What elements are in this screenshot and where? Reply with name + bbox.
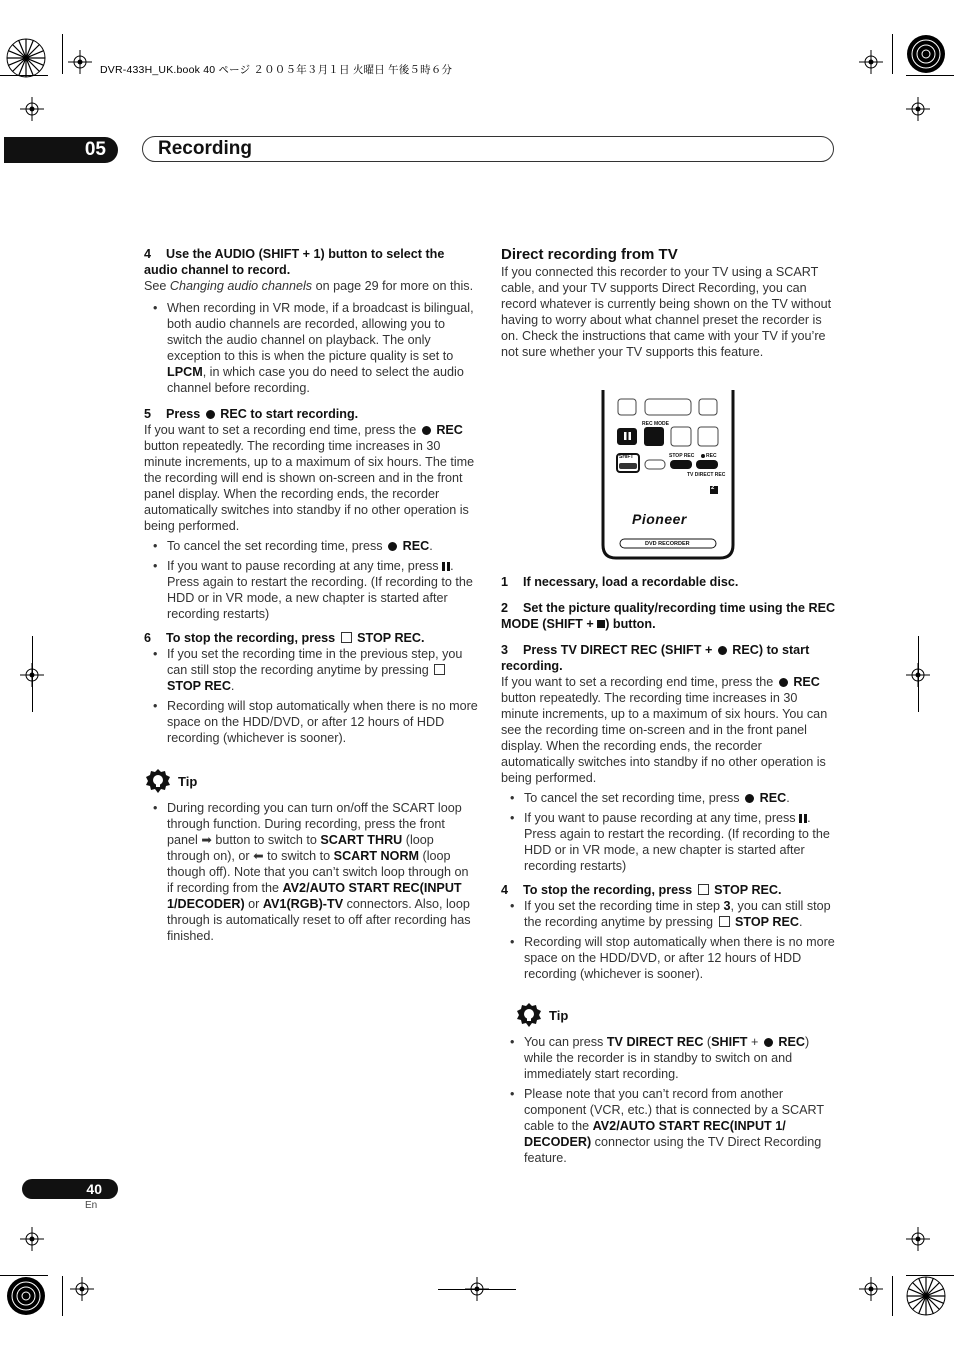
list-item: • Please note that you can’t record from another component (VCR, etc.) that is connected by a SCART cable to the AV2/AUTO START REC(INPUT 1/ DECODER) connector using the TV Direct Recording feature. [501,1086,837,1166]
tip-header [515,1002,837,1030]
registration-starburst-icon [6,1276,46,1316]
file-info: DVR-433H_UK.book 40 ページ ２００５年３月１日 火曜日 午後５時６分 [100,64,453,76]
step-5-body: If you want to set a recording end time, press the REC button repeatedly. The recording time increases in 30 minute increments, up to a maximum of six hours. The time the recording will end is shown on-screen and in the front panel display. When the recording ends, the recorder automatically switches into standby if no other operation is being performed. [144,423,475,533]
record-dot-icon [745,794,754,803]
rec-label: REC [706,453,717,459]
brand-logo: Pioneer [632,511,687,527]
crosshair-mark-icon [20,1227,44,1251]
stop-square-icon [698,884,709,895]
record-dot-icon [206,410,215,419]
list-item: • If you want to pause recording at any time, press . Press again to restart the recording. (If recording to the HDD or in VR mode, a new chapter is started after recording restarts) [501,810,837,874]
record-dot-icon [764,1038,773,1047]
crop-line [62,1276,63,1316]
cross-reference-link[interactable]: Changing audio channels [169,279,313,293]
stop-rec-label: STOP REC [669,453,695,459]
crop-line [438,1289,516,1290]
stop-square-icon [434,664,445,675]
stop-square-icon [341,632,352,643]
language-code: En [85,1200,98,1211]
list-item: • When recording in VR mode, if a broadcast is bilingual, both audio channels are recorded, allowing you to switch the audio channel on playback. The only exception to this is when the picture quality is set to LPCM, in which case you do need to select the audio channel before recording. [144,300,478,396]
right-column [501,246,837,360]
registration-starburst-icon [906,1276,946,1316]
step-3-body: If you want to set a recording end time, press the REC button repeatedly. The recording time increases in 30 minute increments, up to a maximum of six hours. You can see the recording time on-screen and in the front panel display. When the recording ends, the recorder automatically switches into standby if no other operation is being performed. [501,675,828,785]
crosshair-mark-icon [859,1277,883,1301]
crop-line [892,34,893,74]
step-1-heading: 1 If necessary, load a recordable disc. [501,575,739,589]
section-heading: Direct recording from TV [501,246,678,263]
chapter-number: 05 [4,137,118,163]
rec-mode-label: REC MODE [642,421,669,427]
crop-line [892,1276,893,1316]
step-6-heading: 6 To stop the recording, press STOP REC. [144,631,425,645]
model-label: DVD RECORDER [645,541,690,547]
record-dot-icon [422,426,431,435]
record-dot-icon [718,646,727,655]
tip-header [144,768,478,796]
model-badge: 2 [711,485,715,491]
step-3-heading: 3 Press TV DIRECT REC (SHIFT + REC) to start recording. [501,643,810,673]
lightbulb-icon [144,768,172,796]
tip-label: Tip [549,1008,569,1023]
right-column-steps [501,574,837,1166]
lightbulb-icon [515,1002,543,1030]
list-item: • During recording you can turn on/off the SCART loop through function. During recording, press the front panel ➡ button to switch to SCART THRU (loop through on), or ⬅ to switch to SCART NORM (loop though off). Note that you can’t switch loop through on if recording from the AV2/AUTO START REC(INPUT 1/DECODER) or AV1(RGB)-TV connectors. Also, loop through is automatically reset to off after recording has finished. [144,800,478,944]
crosshair-mark-icon [68,50,92,74]
step-4-heading: 4 Use the AUDIO (SHIFT + 1) button to select the audio channel to record. [144,247,445,277]
crop-line [906,75,954,76]
crop-line [62,34,63,74]
record-dot-icon [779,678,788,687]
pause-icon [442,562,450,571]
list-item: • If you want to pause recording at any time, press . Press again to restart the recording. (If recording to the HDD or in VR mode, a new chapter is started after recording restarts) [144,558,478,622]
chapter-title: Recording [158,138,252,159]
page-number: 40 [22,1179,118,1199]
left-column [144,246,478,944]
list-item: • Recording will stop automatically when there is no more space on the HDD/DVD, or after 12 hours of HDD recording (whichever is sooner). [144,698,478,746]
crosshair-mark-icon [906,1227,930,1251]
crosshair-mark-icon [20,97,44,121]
crosshair-mark-icon [906,97,930,121]
shift-label: SHIFT [619,454,634,460]
list-item: • If you set the recording time in step 3, you can still stop the recording anytime by pressing STOP REC. [501,898,837,930]
list-item: • If you set the recording time in the previous step, you can still stop the recording anytime by pressing STOP REC. [144,646,478,694]
record-dot-icon [388,542,397,551]
step-5-heading: 5 Press REC to start recording. [144,407,359,421]
step-2-heading: 2 Set the picture quality/recording time using the REC MODE (SHIFT + ) button. [501,601,836,631]
list-item: • To cancel the set recording time, press REC. [144,538,478,554]
list-item: • To cancel the set recording time, press REC. [501,790,837,806]
right-arrow-icon: ➡ [201,833,212,847]
crop-line [0,75,48,76]
registration-starburst-icon [6,38,46,78]
crop-line [32,636,33,712]
list-item: • You can press TV DIRECT REC (SHIFT + REC) while the recorder is in standby to switch on and immediately start recording. [501,1034,837,1082]
step-4-body: See Changing audio channels on page 29 for more on this. [144,279,474,293]
stop-square-icon [719,916,730,927]
intro-paragraph: If you connected this recorder to your TV using a SCART cable, and your TV supports Direct Recording, you can record whatever is currently being shown on the TV without having to worry about what channel preset the recorder is on. Check the instructions that came with your TV if you’re not sure whether your TV supports this feature. [501,265,832,359]
crosshair-mark-icon [859,50,883,74]
left-arrow-icon: ⬅ [253,849,264,863]
tip-label: Tip [178,774,198,789]
list-item: • Recording will stop automatically when there is no more space on the HDD/DVD, or after 12 hours of HDD recording (whichever is sooner). [501,934,837,982]
step-4-heading: 4 To stop the recording, press STOP REC. [501,883,782,897]
remote-control-illustration [600,390,736,560]
crosshair-mark-icon [70,1277,94,1301]
crop-line [0,1275,48,1276]
crop-line [906,1275,954,1276]
registration-starburst-icon [906,34,946,74]
tv-direct-rec-label: TV DIRECT REC [687,472,726,478]
pause-icon [799,814,807,823]
crop-line [918,636,919,712]
